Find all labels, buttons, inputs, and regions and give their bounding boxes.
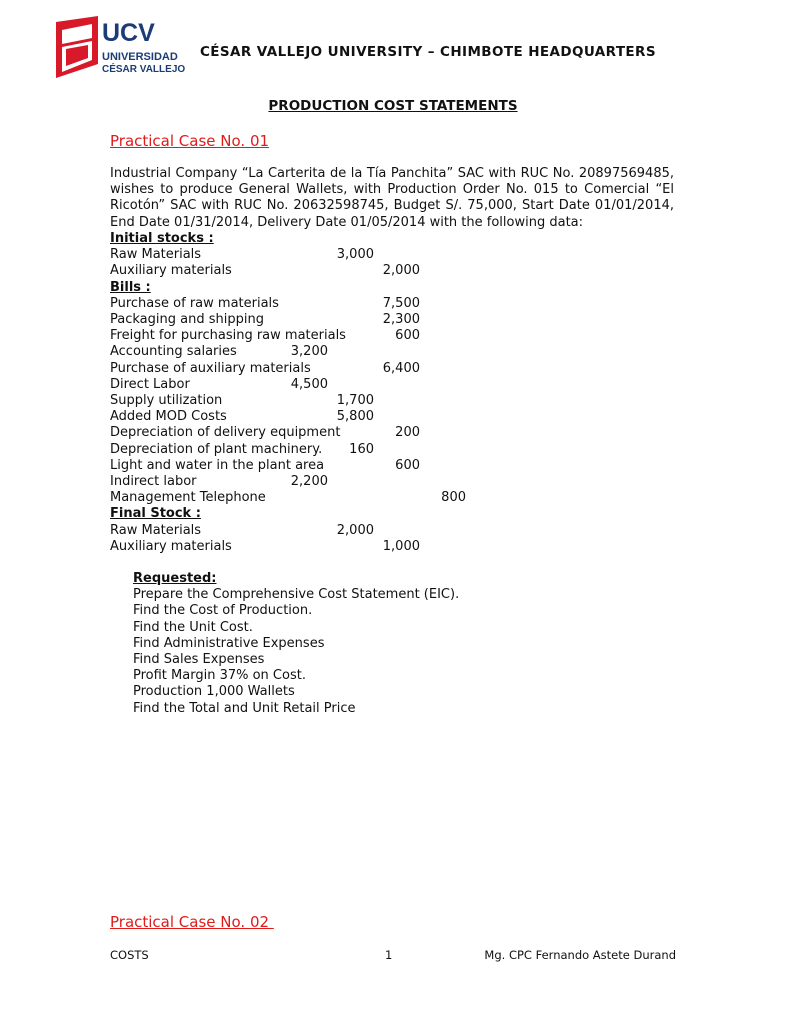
footer-author: Mg. CPC Fernando Astete Durand	[484, 948, 676, 962]
section-heading-row	[0, 506, 768, 522]
row-value: 200	[395, 425, 420, 441]
data-row	[0, 539, 768, 555]
row-value: 2,000	[382, 263, 420, 279]
document-title: PRODUCTION COST STATEMENTS	[268, 98, 518, 114]
data-row	[0, 393, 768, 409]
row-value: 600	[395, 328, 420, 344]
row-value: 7,500	[382, 295, 420, 311]
row-value: 5,800	[336, 409, 374, 425]
row-label: Freight for purchasing raw materials	[110, 328, 346, 344]
row-value: 6,400	[382, 360, 420, 376]
row-label: Accounting salaries	[110, 344, 237, 360]
data-row	[0, 296, 768, 312]
row-value: 160	[349, 441, 374, 457]
row-label: Supply utilization	[110, 393, 223, 408]
requested-item: Find Administrative Expenses	[133, 635, 325, 651]
data-row	[0, 361, 768, 377]
data-row	[0, 458, 768, 474]
row-label: Added MOD Costs	[110, 409, 227, 425]
requested-item: Production 1,000 Wallets	[133, 684, 295, 700]
requested-item: Find Sales Expenses	[133, 652, 265, 668]
logo-ucv-text: UCV	[102, 19, 155, 47]
row-value: 2,200	[290, 474, 328, 489]
row-value: 600	[395, 457, 420, 473]
row-value: 800	[441, 490, 466, 506]
logo-cesar-vallejo-text: CÉSAR VALLEJO	[102, 64, 186, 75]
row-label: Light and water in the plant area	[110, 457, 325, 473]
footer-left-label: COSTS	[110, 948, 149, 962]
requested-items-list	[133, 587, 459, 717]
section-heading-row	[0, 231, 768, 247]
row-label: Purchase of auxiliary materials	[110, 360, 311, 376]
row-label: Purchase of raw materials	[110, 295, 279, 311]
section-heading: Final Stock :	[110, 506, 201, 522]
row-label: Management Telephone	[110, 490, 266, 506]
row-label: Depreciation of delivery equipment	[110, 425, 341, 441]
case-1-intro-paragraph: Industrial Company “La Carterita de la Tía Panchita” SAC with RUC No. 20897569485, wishes to produce General Wallets, with Production Order No. 015 to Comercial “El Ricotón” SAC with RUC No. 20632598745, Budget S/. 75,000, Start Date 01/01/2014, End Date 01/31/2014, Delivery Date 01/05/2014 with the following data:	[110, 166, 674, 230]
data-row	[0, 263, 768, 279]
section-heading: Bills :	[110, 279, 151, 295]
data-row	[0, 312, 768, 328]
data-row	[0, 409, 768, 425]
requested-title: Requested:	[133, 571, 217, 586]
row-value: 4,500	[290, 376, 328, 392]
case-2-title: Practical Case No. 02	[110, 913, 274, 931]
data-row	[0, 328, 768, 344]
data-row	[0, 425, 768, 441]
university-header-title: CÉSAR VALLEJO UNIVERSITY – CHIMBOTE HEADQUARTERS	[200, 44, 656, 60]
row-value: 1,000	[382, 538, 420, 554]
requested-section	[133, 571, 459, 717]
data-row	[0, 442, 768, 458]
requested-item: Find the Cost of Production.	[133, 603, 313, 619]
logo-universidad-text: UNIVERSIDAD	[102, 51, 178, 63]
row-value: 3,000	[336, 247, 374, 263]
data-row	[0, 490, 768, 506]
row-value: 2,300	[382, 312, 420, 327]
row-value: 1,700	[336, 393, 374, 408]
requested-item: Find the Total and Unit Retail Price	[133, 700, 356, 716]
row-label: Raw Materials	[110, 522, 202, 538]
row-value: 2,000	[336, 522, 374, 538]
data-row	[0, 377, 768, 393]
row-label: Direct Labor	[110, 376, 190, 392]
section-heading-row	[0, 280, 768, 296]
data-row	[0, 523, 768, 539]
row-label: Packaging and shipping	[110, 312, 264, 327]
requested-item: Profit Margin 37% on Cost.	[133, 668, 306, 684]
data-row	[0, 344, 768, 360]
requested-item: Prepare the Comprehensive Cost Statement (EIC).	[133, 587, 460, 603]
ucv-logo	[54, 16, 186, 78]
case-1-title: Practical Case No. 01	[110, 132, 270, 150]
data-row	[0, 247, 768, 263]
row-label: Auxiliary materials	[110, 263, 232, 279]
section-heading: Initial stocks :	[110, 231, 214, 246]
data-row	[0, 474, 768, 490]
row-label: Indirect labor	[110, 474, 197, 489]
row-label: Raw Materials	[110, 247, 202, 263]
row-label: Depreciation of plant machinery.	[110, 441, 323, 457]
requested-item: Find the Unit Cost.	[133, 619, 253, 635]
footer-page-number: 1	[385, 948, 393, 962]
row-label: Auxiliary materials	[110, 538, 232, 554]
row-value: 3,200	[290, 344, 328, 360]
